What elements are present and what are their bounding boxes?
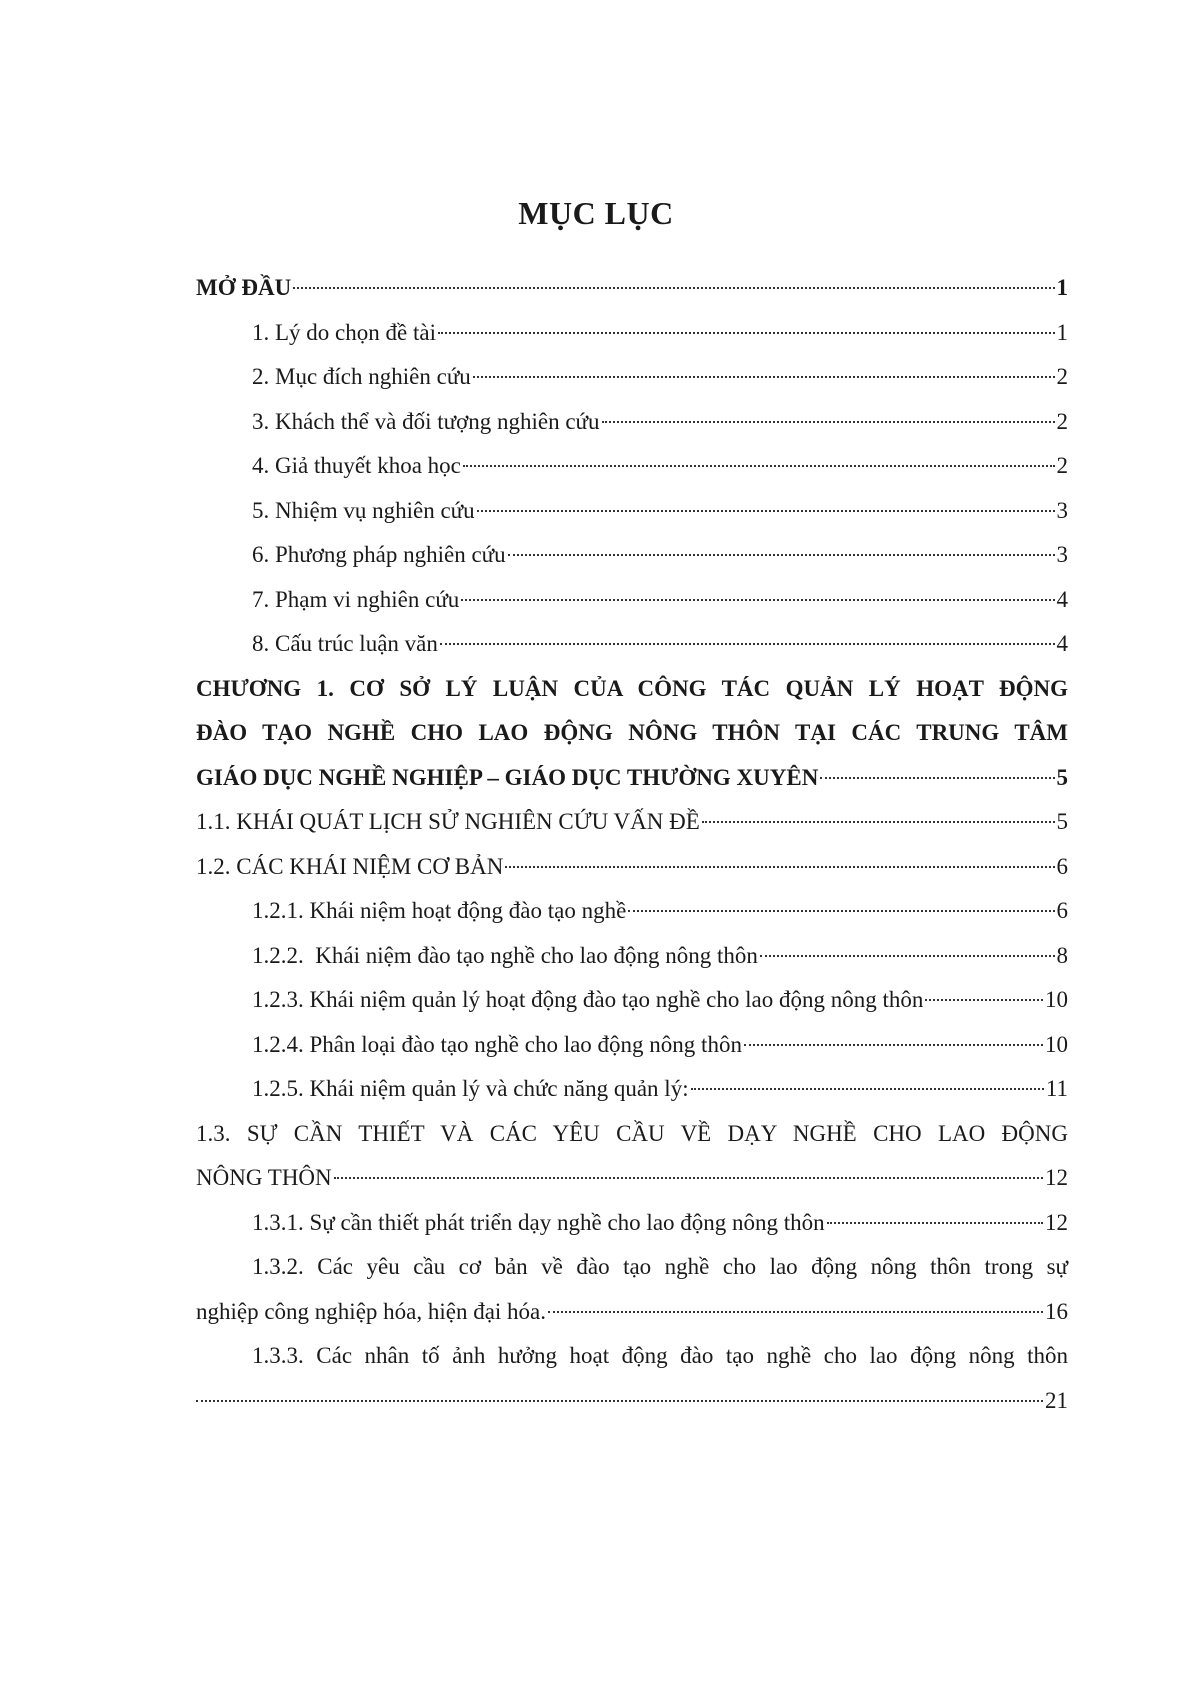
toc-entry-title: 1.2.1. Khái niệm hoạt động đào tạo nghề: [252, 898, 627, 923]
toc-entry-mo-dau[interactable]: [196, 266, 1068, 311]
toc-entry-title-line: GIÁO DỤC NGHỀ NGHIỆP – GIÁO DỤC THƯỜNG XUYÊN: [196, 764, 819, 790]
toc-page-number: 4: [1056, 631, 1068, 656]
toc-entry-section-1-2[interactable]: [196, 845, 1068, 890]
dot-leader: [827, 1222, 1043, 1224]
toc-page-number: 21: [1045, 1387, 1068, 1413]
toc-page-number: 4: [1056, 586, 1068, 612]
dot-leader: [744, 1044, 1043, 1046]
dot-leader: [925, 999, 1043, 1001]
toc-entry-title: 8. Cấu trúc luận văn: [252, 631, 438, 656]
toc-page-number: 11: [1045, 1076, 1068, 1101]
dot-leader: [760, 955, 1055, 957]
toc-entry[interactable]: [196, 489, 1068, 534]
toc-entry[interactable]: [196, 978, 1068, 1023]
dot-leader: [196, 1400, 1043, 1402]
dot-leader: [334, 1177, 1043, 1179]
toc-page-number: 12: [1045, 1165, 1068, 1190]
toc-entry-title-line: CHƯƠNG 1. CƠ SỞ LÝ LUẬN CỦA CÔNG TÁC QUẢN LÝ HOẠT ĐỘNG: [196, 675, 1068, 701]
toc-entry[interactable]: [196, 355, 1068, 400]
dot-leader: [473, 376, 1055, 378]
toc-entry-title-line: ĐÀO TẠO NGHỀ CHO LAO ĐỘNG NÔNG THÔN TẠI CÁC TRUNG TÂM: [196, 720, 1068, 745]
toc-entry-title: 3. Khách thể và đối tượng nghiên cứu: [252, 408, 600, 434]
dot-leader: [702, 821, 1055, 823]
toc-entry-title: 2. Mục đích nghiên cứu: [252, 364, 471, 389]
toc-page-number: 2: [1056, 453, 1068, 478]
toc-page-number: 2: [1056, 408, 1068, 434]
toc-entry-title: 1.2. CÁC KHÁI NIỆM CƠ BẢN: [196, 853, 504, 879]
toc-page-number: 1: [1056, 275, 1068, 300]
toc-entry-title-line: nghiệp công nghiệp hóa, hiện đại hóa.: [196, 1298, 547, 1324]
dot-leader: [508, 554, 1055, 556]
toc-entry[interactable]: [196, 1201, 1068, 1246]
toc-entry-chapter-1[interactable]: [196, 667, 1068, 801]
toc-entry-title: 1. Lý do chọn đề tài: [252, 319, 436, 345]
dot-leader: [820, 777, 1054, 779]
toc-entry-title: 4. Giả thuyết khoa học: [252, 453, 461, 478]
toc-entry-title: 1.3.1. Sự cần thiết phát triển dạy nghề cho lao động nông thôn: [252, 1209, 825, 1235]
toc-entry-title-line: NÔNG THÔN: [196, 1165, 332, 1190]
dot-leader: [438, 332, 1055, 334]
toc-entry[interactable]: [196, 400, 1068, 445]
toc-entry-title: 5. Nhiệm vụ nghiên cứu: [252, 497, 475, 523]
toc-page-number: 12: [1045, 1209, 1068, 1235]
dot-leader: [293, 287, 1054, 289]
toc-entry[interactable]: [196, 311, 1068, 356]
dot-leader: [691, 1088, 1044, 1090]
toc-entry-title-line: 1.3.3. Các nhân tố ảnh hưởng hoạt động đào tạo nghề cho lao động nông thôn: [252, 1343, 1068, 1368]
toc-entry[interactable]: [196, 1023, 1068, 1068]
page-title: MỤC LỤC: [518, 195, 674, 231]
toc-page-number: 10: [1045, 987, 1068, 1012]
toc-page-number: 8: [1056, 942, 1068, 968]
toc-entry-title-line: 1.3. SỰ CẦN THIẾT VÀ CÁC YÊU CẦU VỀ DẠY NGHỀ CHO LAO ĐỘNG: [196, 1120, 1068, 1146]
toc-entry-1-3-2[interactable]: [196, 1245, 1068, 1334]
toc-entry-title: 1.1. KHÁI QUÁT LỊCH SỬ NGHIÊN CỨU VẤN ĐỀ: [196, 809, 700, 834]
toc-page-number: 6: [1056, 898, 1068, 923]
toc-page-number: 10: [1045, 1031, 1068, 1057]
toc-entry-title: MỞ ĐẦU: [196, 275, 292, 300]
toc-entry[interactable]: [196, 934, 1068, 979]
toc-entry-title: 7. Phạm vi nghiên cứu: [252, 586, 460, 612]
toc-entry-title: 1.2.4. Phân loại đào tạo nghề cho lao động nông thôn: [252, 1031, 742, 1057]
toc-entry[interactable]: [196, 444, 1068, 489]
dot-leader: [461, 599, 1054, 601]
toc-entry[interactable]: [196, 578, 1068, 623]
toc-page-number: 5: [1056, 809, 1068, 834]
dot-leader: [602, 421, 1055, 423]
toc-page-number: 16: [1045, 1298, 1068, 1324]
dot-leader: [440, 643, 1055, 645]
toc-entry[interactable]: [196, 533, 1068, 578]
dot-leader: [628, 910, 1054, 912]
toc-entry-title: 6. Phương pháp nghiên cứu: [252, 542, 506, 567]
toc-entry-section-1-1[interactable]: [196, 800, 1068, 845]
toc-page-number: 6: [1056, 853, 1068, 879]
dot-leader: [548, 1311, 1043, 1313]
dot-leader: [477, 510, 1055, 512]
toc-page-number: 5: [1056, 764, 1068, 790]
toc-page-number: 2: [1056, 364, 1068, 389]
toc-page-number: 3: [1056, 497, 1068, 523]
toc-entry[interactable]: [196, 1067, 1068, 1112]
toc-entry-title: 1.2.5. Khái niệm quản lý và chức năng quản lý:: [252, 1076, 689, 1101]
toc-entry-1-3-3[interactable]: [196, 1334, 1068, 1423]
toc-entry-title-line: 1.3.2. Các yêu cầu cơ bản về đào tạo nghề cho lao động nông thôn trong sự: [252, 1254, 1068, 1279]
toc-page-number: 1: [1056, 319, 1068, 345]
toc-entry-title: 1.2.3. Khái niệm quản lý hoạt động đào tạo nghề cho lao động nông thôn: [252, 987, 924, 1012]
toc-entry[interactable]: [196, 622, 1068, 667]
table-of-contents: [196, 266, 1068, 1423]
toc-page-number: 3: [1056, 542, 1068, 567]
toc-entry-title: 1.2.2. Khái niệm đào tạo nghề cho lao động nông thôn: [252, 942, 758, 968]
dot-leader: [463, 465, 1055, 467]
toc-entry-section-1-3[interactable]: [196, 1112, 1068, 1201]
toc-entry[interactable]: [196, 889, 1068, 934]
dot-leader: [505, 866, 1054, 868]
